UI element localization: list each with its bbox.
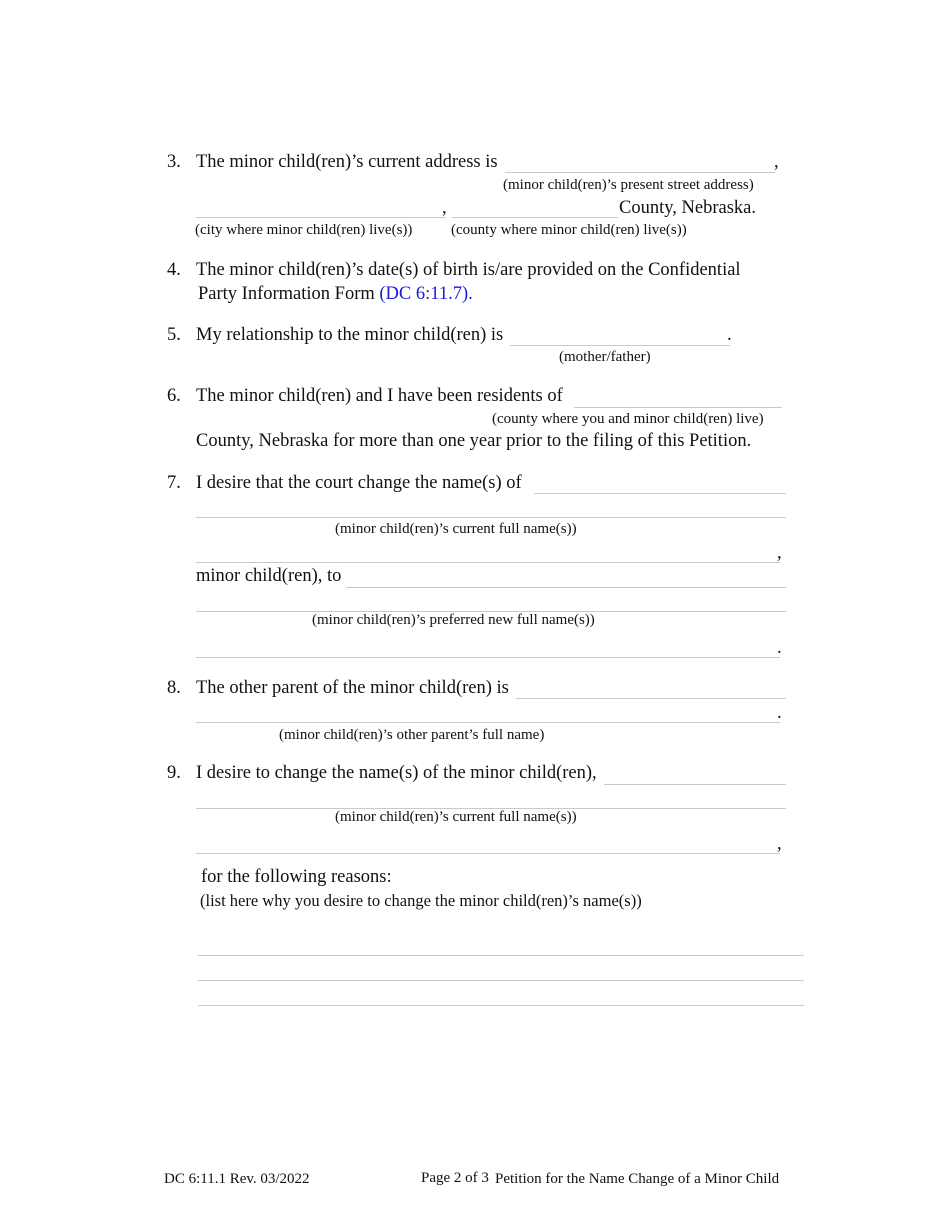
reasons-label: for the following reasons: xyxy=(201,867,392,887)
current-name-hint: (minor child(ren)’s current full name(s)) xyxy=(335,521,577,537)
new-name-input-2[interactable] xyxy=(196,595,786,612)
footer-page-number: Page 2 of 3 xyxy=(421,1170,489,1186)
item-9-current-name-input-1[interactable] xyxy=(604,768,786,785)
item-9-number: 9. xyxy=(167,763,181,783)
city-hint: (city where minor child(ren) live(s)) xyxy=(195,222,413,238)
current-name-input-3[interactable] xyxy=(196,546,780,563)
item-4-line-2-text: Party Information Form xyxy=(198,284,375,304)
item-8-number: 8. xyxy=(167,678,181,698)
item-6-text: The minor child(ren) and I have been residents of xyxy=(196,386,563,406)
residence-county-hint: (county where you and minor child(ren) live) xyxy=(492,411,764,427)
item-4-number: 4. xyxy=(167,260,181,280)
item-9-comma: , xyxy=(777,834,782,854)
footer-title: Petition for the Name Change of a Minor Child xyxy=(495,1171,780,1187)
item-4-period: . xyxy=(468,284,473,304)
other-parent-input-1[interactable] xyxy=(516,682,786,699)
item-7-number: 7. xyxy=(167,473,181,493)
county-input[interactable] xyxy=(452,201,618,218)
other-parent-input-2[interactable] xyxy=(196,706,780,723)
item-4-line-2 xyxy=(198,284,473,305)
other-parent-hint: (minor child(ren)’s other parent’s full name) xyxy=(279,727,545,743)
dc-6-11-7-link[interactable]: (DC 6:11.7) xyxy=(379,284,469,304)
current-name-input-1[interactable] xyxy=(534,477,786,494)
new-name-hint: (minor child(ren)’s preferred new full name(s)) xyxy=(312,612,595,628)
item-5-period: . xyxy=(727,325,732,345)
item-9-current-name-hint: (minor child(ren)’s current full name(s)) xyxy=(335,809,577,825)
item-4-line-1: The minor child(ren)’s date(s) of birth is/are provided on the Confidential xyxy=(196,260,741,280)
new-name-input-3[interactable] xyxy=(196,641,780,658)
item-9-current-name-input-2[interactable] xyxy=(196,792,786,809)
item-5-text: My relationship to the minor child(ren) is xyxy=(196,325,504,345)
item-5-number: 5. xyxy=(167,325,181,345)
item-9-text: I desire to change the name(s) of the minor child(ren), xyxy=(196,763,597,783)
item-7-to-text: minor child(ren), to xyxy=(196,566,342,586)
item-7-text: I desire that the court change the name(s) of xyxy=(196,473,522,493)
street-address-input[interactable] xyxy=(505,156,775,173)
item-7-period: . xyxy=(777,638,782,658)
county-suffix: County, Nebraska. xyxy=(619,198,757,218)
relationship-hint: (mother/father) xyxy=(559,349,651,365)
item-8-text: The other parent of the minor child(ren) is xyxy=(196,678,509,698)
reasons-textarea[interactable] xyxy=(198,930,804,1006)
footer-form-id: DC 6:11.1 Rev. 03/2022 xyxy=(164,1171,310,1187)
new-name-input-1[interactable] xyxy=(346,571,786,588)
residence-county-input[interactable] xyxy=(574,391,782,408)
current-name-input-2[interactable] xyxy=(196,501,786,518)
item-6-line-2: County, Nebraska for more than one year prior to the filing of this Petition. xyxy=(196,431,752,451)
item-8-period: . xyxy=(777,703,782,723)
city-input[interactable] xyxy=(196,201,446,218)
street-address-hint: (minor child(ren)’s present street address) xyxy=(503,177,754,193)
county-hint: (county where minor child(ren) live(s)) xyxy=(451,222,687,238)
item-9-current-name-input-3[interactable] xyxy=(196,837,780,854)
item-7-comma: , xyxy=(777,543,782,563)
item-3-number: 3. xyxy=(167,152,181,172)
item-3-text: The minor child(ren)’s current address is xyxy=(196,152,498,172)
item-3-comma-2: , xyxy=(442,198,447,218)
reasons-hint: (list here why you desire to change the minor child(ren)’s name(s)) xyxy=(200,891,642,910)
relationship-input[interactable] xyxy=(510,329,730,346)
item-3-comma: , xyxy=(774,152,779,172)
item-6-number: 6. xyxy=(167,386,181,406)
